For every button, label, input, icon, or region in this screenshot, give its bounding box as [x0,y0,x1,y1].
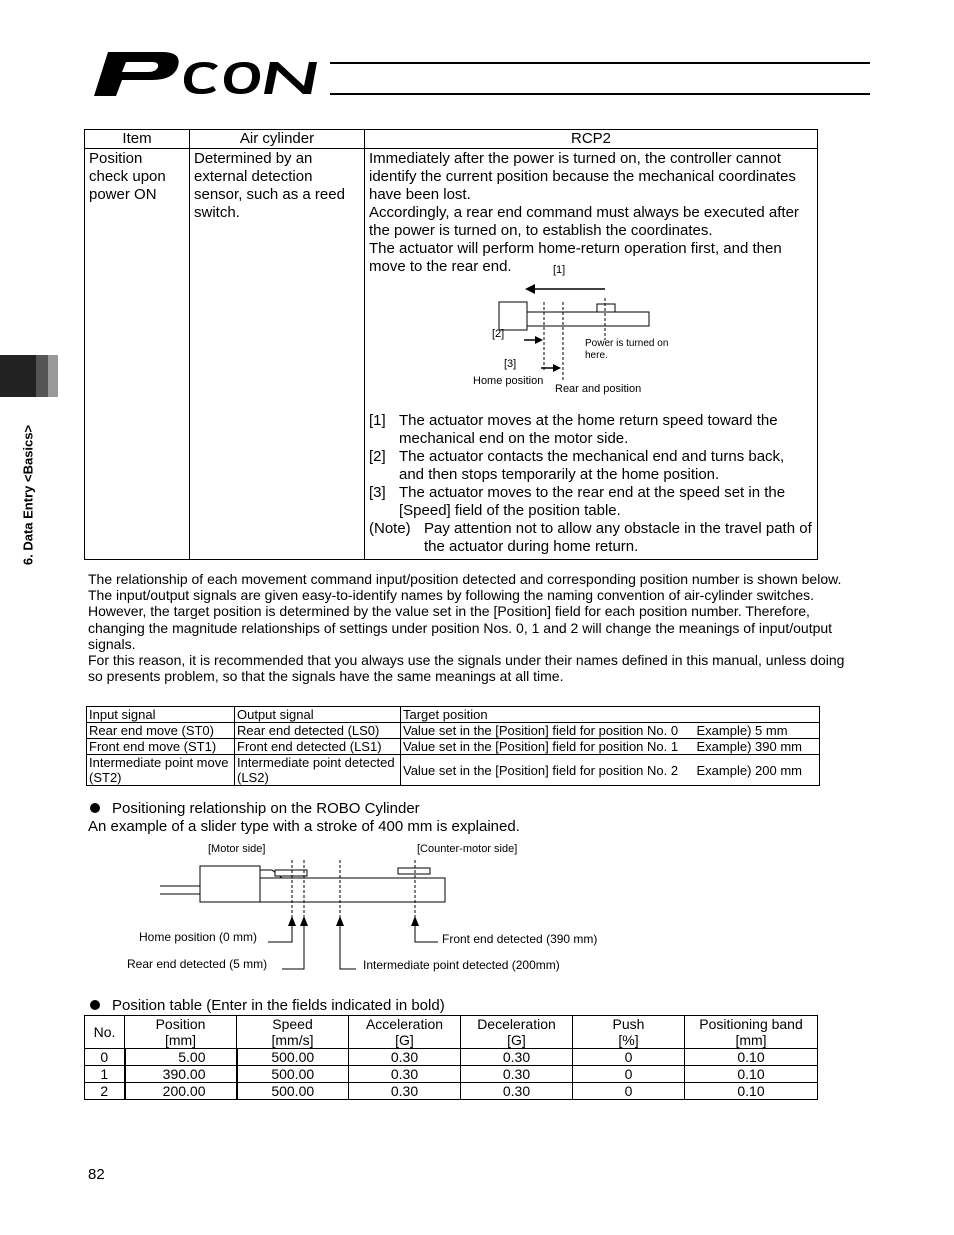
step-number: [1] [369,412,386,429]
intro-text [88,571,863,684]
step-text: The actuator contacts the mechanical end and turns back, and then stops temporarily at the home position. [399,448,785,483]
output-signal-cell: Rear end detected (LS0) [235,723,401,739]
header-text: Speed [272,1016,313,1032]
push-cell: 0 [573,1083,685,1100]
header-unit: [mm] [735,1032,767,1048]
item-cell [85,149,190,560]
header-rcp2: RCP2 [365,130,818,149]
counter-motor-side-label: [Counter-motor side] [417,843,518,855]
header-position [125,1016,237,1049]
target-cell: Value set in the [Position] field for position No. 0 [401,723,695,739]
header-air-cylinder: Air cylinder [190,130,365,149]
header-text: Acceleration [365,1016,444,1032]
signal-table [86,706,820,786]
header-output-signal: Output signal [235,707,401,723]
robo-subtext: An example of a slider type with a stroke of 400 mm is explained. [88,818,520,835]
robo-cylinder-diagram [120,838,640,978]
step-text: The actuator moves at the home return speed toward the mechanical end on the motor side. [399,412,778,447]
example-cell: Example) 200 mm [695,755,820,786]
list-item [369,448,813,484]
home-return-diagram [369,260,809,390]
push-cell: 0 [573,1049,685,1066]
item-line: power ON [89,186,157,203]
table-header-row [85,1016,818,1049]
home-position-label: Home position (0 mm) [139,930,258,944]
motor-side-label: [Motor side] [208,843,266,855]
table-row [87,755,820,786]
header-unit: [G] [507,1032,526,1048]
diagram-label-3: [3] [504,358,517,370]
item-line: Position [89,150,143,167]
air-cylinder-cell [190,149,365,560]
rcp2-cell [365,149,818,560]
table-header-row [85,130,818,149]
no-cell: 1 [85,1066,125,1083]
header-text: Positioning band [699,1016,803,1032]
positioning-band-cell: 0.10 [685,1049,818,1066]
bullet-text: Positioning relationship on the ROBO Cylinder [112,800,420,817]
table-row [85,1066,818,1083]
header-item: Item [85,130,190,149]
header-unit: [G] [395,1032,414,1048]
chapter-label: 6. Data Entry <Basics> [20,424,36,566]
robo-bullet [90,800,420,817]
comparison-table [84,129,818,560]
position-cell[interactable]: 390.00 [125,1066,237,1083]
rcp2-paragraph: The actuator will perform home-return operation first, and then move to the rear end. [369,240,782,275]
diagram-label-1: [1] [553,264,566,276]
air-line: sensor, such as a reed [194,186,345,203]
diagram-label-2: [2] [492,328,505,340]
note-label: (Note) [369,520,411,537]
power-on-label: here. [585,350,608,361]
acceleration-cell: 0.30 [349,1066,461,1083]
header-positioning-band [685,1016,818,1049]
header-target-position: Target position [401,707,820,723]
deceleration-cell: 0.30 [461,1083,573,1100]
item-line: check upon [89,168,166,185]
power-on-label: Power is turned on [585,338,669,349]
step-number: [2] [369,448,386,465]
target-cell: Value set in the [Position] field for position No. 1 [401,739,695,755]
deceleration-cell: 0.30 [461,1049,573,1066]
position-cell[interactable]: 5.00 [125,1049,237,1066]
header-speed [237,1016,349,1049]
front-end-detected-label: Front end detected (390 mm) [442,932,598,946]
speed-cell: 500.00 [237,1083,349,1100]
table-row [87,739,820,755]
output-signal-cell: Front end detected (LS1) [235,739,401,755]
list-item [369,412,813,448]
bullet-text: Position table (Enter in the fields indicated in bold) [112,997,445,1014]
table-row [87,723,820,739]
push-cell: 0 [573,1066,685,1083]
rear-position-row [369,383,813,404]
header-deceleration [461,1016,573,1049]
air-line: external detection [194,168,313,185]
intro-paragraph: For this reason, it is recommended that you always use the signals under their names defined in this manual, unless doing so presents problem, so that the signals have the same meanings at all time. [88,652,845,685]
header-no [85,1016,125,1049]
bullet-icon [90,803,100,813]
example-cell: Example) 390 mm [695,739,820,755]
header-unit: [mm/s] [271,1032,314,1048]
pcon-logo [90,44,330,100]
input-signal-cell: Rear end move (ST0) [87,723,235,739]
deceleration-cell: 0.30 [461,1066,573,1083]
header-push [573,1016,685,1049]
step-list [369,412,813,556]
rcp2-paragraph: Accordingly, a rear end command must always be executed after the power is turned on, to establish the coordinates. [369,204,799,239]
positioning-band-cell: 0.10 [685,1083,818,1100]
header-text: Position [155,1016,206,1032]
no-cell: 0 [85,1049,125,1066]
list-item [369,520,813,556]
step-number: [3] [369,484,386,501]
header-text: Deceleration [477,1016,556,1032]
chapter-tab [0,355,58,397]
intro-paragraph: The relationship of each movement command input/position detected and corresponding position number is shown below. [88,571,842,587]
header-rule-top [330,62,870,64]
table-row [85,149,818,560]
acceleration-cell: 0.30 [349,1049,461,1066]
position-cell[interactable]: 200.00 [125,1083,237,1100]
table-header-row [87,707,820,723]
intermediate-detected-label: Intermediate point detected (200mm) [363,958,560,972]
list-item [369,484,813,520]
acceleration-cell: 0.30 [349,1083,461,1100]
bullet-icon [90,1000,100,1010]
intro-paragraph: The input/output signals are given easy-to-identify names by following the naming convention of air-cylinder switches. However, the target position is determined by the value set in the [Position] field for each position number. Therefore, changing the magnitude relationships of settings under position Nos. 0, 1 and 2 will change the meanings of input/output signals. [88,587,833,652]
note-text: Pay attention not to allow any obstacle in the travel path of the actuator during home return. [424,520,812,555]
output-signal-cell: Intermediate point detected (LS2) [235,755,401,786]
input-signal-cell: Intermediate point move (ST2) [87,755,235,786]
speed-cell: 500.00 [237,1049,349,1066]
header-unit: [mm] [164,1032,197,1048]
table-row [85,1083,818,1100]
target-cell: Value set in the [Position] field for position No. 2 [401,755,695,786]
rcp2-paragraph: Immediately after the power is turned on, the controller cannot identify the current position because the mechanical coordinates have been lost. [369,150,796,203]
home-position-label: Home position [473,375,544,387]
positioning-band-cell: 0.10 [685,1066,818,1083]
page-number: 82 [88,1166,105,1183]
rear-end-position-label: Rear and position [555,383,642,395]
speed-cell: 500.00 [237,1066,349,1083]
air-line: switch. [194,204,240,221]
step-text: The actuator moves to the rear end at the speed set in the [Speed] field of the position table. [399,484,786,519]
input-signal-cell: Front end move (ST1) [87,739,235,755]
table-row [85,1049,818,1066]
air-line: Determined by an [194,150,313,167]
rear-end-detected-label: Rear end detected (5 mm) [127,957,268,971]
header-text: No. [93,1024,116,1040]
header-rule-bottom [330,93,870,95]
example-cell: Example) 5 mm [695,723,820,739]
position-table [84,1015,818,1100]
no-cell: 2 [85,1083,125,1100]
header-unit: [%] [618,1032,639,1048]
header-input-signal: Input signal [87,707,235,723]
position-bullet [90,997,445,1014]
header-text: Push [612,1016,645,1032]
header-acceleration [349,1016,461,1049]
